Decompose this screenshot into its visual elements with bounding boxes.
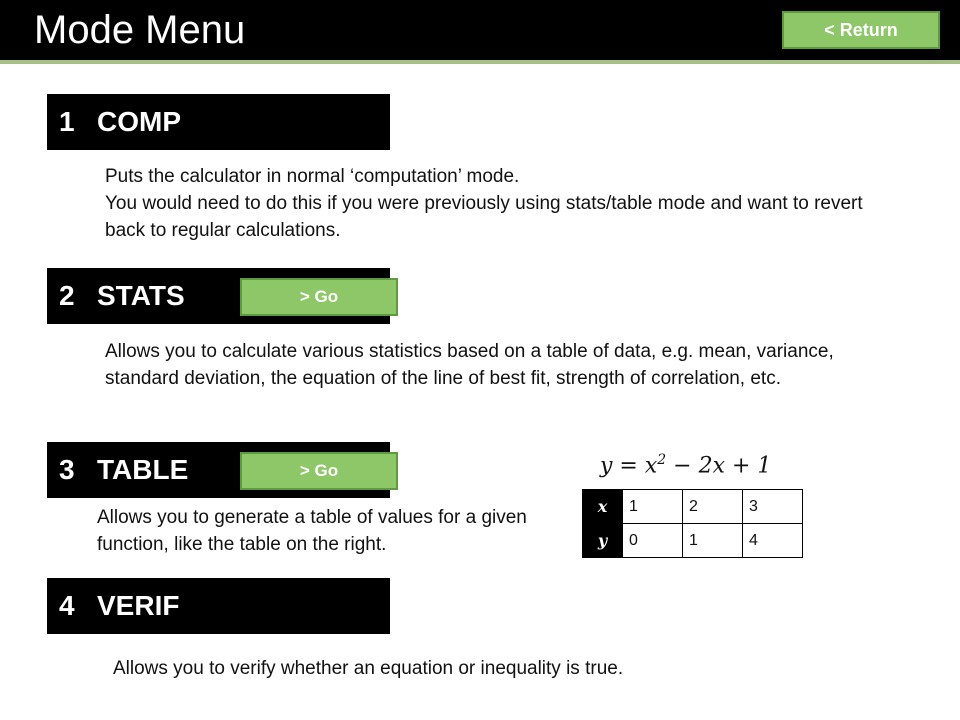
mode-number: 2	[59, 280, 75, 311]
description-line: Allows you to calculate various statistics based on a table of data, e.g. mean, variance, standard deviation, the equation of the line of best fit, strength of correlation, etc.	[105, 341, 834, 389]
mode-number: 3	[59, 454, 75, 485]
table-row-y	[583, 524, 803, 558]
mode-number: 1	[59, 106, 75, 137]
return-button[interactable]: < Return	[782, 11, 940, 49]
equation-lhs: y = x	[600, 453, 658, 479]
stats-go-button[interactable]: > Go	[240, 278, 398, 316]
table-cell: 1	[623, 490, 683, 524]
mode-number: 4	[59, 590, 75, 621]
mode-stats-description	[105, 338, 865, 392]
description-line: Puts the calculator in normal ‘computation’ mode.	[105, 166, 520, 187]
table-row-x	[583, 490, 803, 524]
table-x-label: x	[583, 490, 623, 524]
table-go-button[interactable]: > Go	[240, 452, 398, 490]
mode-comp-description	[105, 163, 865, 244]
mode-name: TABLE	[97, 454, 189, 485]
mode-name: STATS	[97, 280, 185, 311]
values-table	[582, 489, 803, 558]
mode-stats-bar	[47, 268, 390, 324]
equation-exponent: 2	[657, 452, 667, 468]
table-cell: 0	[623, 524, 683, 558]
table-cell: 4	[743, 524, 803, 558]
mode-comp-bar	[47, 94, 390, 150]
description-line: You would need to do this if you were previously using stats/table mode and want to revert back to regular calculations.	[105, 193, 863, 241]
description-line: Allows you to generate a table of values for a given function, like the table on the right.	[97, 507, 527, 555]
table-cell: 3	[743, 490, 803, 524]
mode-name: COMP	[97, 106, 181, 137]
mode-name: VERIF	[97, 590, 180, 621]
mode-table-description	[97, 504, 557, 558]
page-title: Mode Menu	[34, 8, 246, 52]
description-line: Allows you to verify whether an equation or inequality is true.	[113, 658, 624, 679]
mode-verif-description	[113, 655, 873, 682]
table-cell: 1	[683, 524, 743, 558]
mode-table-bar	[47, 442, 390, 498]
table-cell: 2	[683, 490, 743, 524]
equation-rhs: − 2x + 1	[666, 453, 772, 479]
example-equation	[600, 452, 771, 478]
header-accent-line	[0, 60, 960, 64]
mode-verif-bar	[47, 578, 390, 634]
table-y-label: y	[583, 524, 623, 558]
